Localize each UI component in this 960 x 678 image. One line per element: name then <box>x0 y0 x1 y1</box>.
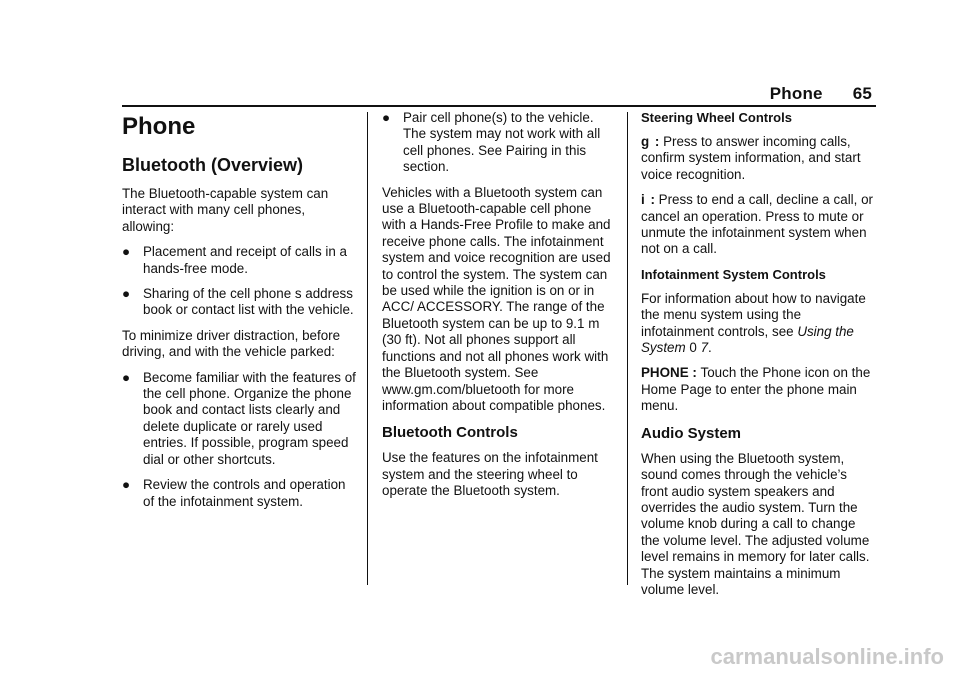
column-divider <box>367 112 368 585</box>
bullet-icon: ● <box>382 110 391 125</box>
list-item: ● Review the controls and operation of the infotainment system. <box>122 477 346 509</box>
intro-paragraph: The Bluetooth-capable system can interact with many cell phones, allowing: <box>122 186 329 234</box>
list-item: ● Placement and receipt of calls in a hands-free mode. <box>122 244 347 276</box>
paragraph: To minimize driver distraction, before driving, and with the vehicle parked: <box>122 327 341 360</box>
header-rule <box>122 105 876 107</box>
section-heading: Bluetooth (Overview) <box>122 155 304 175</box>
bullet-icon: ● <box>122 477 131 493</box>
end-call-paragraph: i : Press to end a call, decline a call, or cancel an operation. Press to mute or unmute the infotainment system when not on a call. <box>641 192 874 257</box>
bullet-icon: ● <box>122 244 131 260</box>
paragraph: Use the features on the infotainment system and the steering wheel to operate the Bluetooth system. <box>382 450 598 499</box>
column-2 <box>382 110 618 509</box>
list-item: ● Sharing of the cell phone s address book or contact list with the vehicle. <box>122 286 354 318</box>
page-header <box>770 84 872 104</box>
header-section: Phone <box>769 84 823 103</box>
subsection-heading: Audio System <box>641 424 742 442</box>
steering-controls-label: Steering Wheel Controls <box>641 110 792 125</box>
infotainment-controls-label: Infotainment System Controls <box>641 266 826 282</box>
chapter-title: Phone <box>122 113 196 140</box>
list-item: ● Pair cell phone(s) to the vehicle. The system may not work with all cell phones. See Pairing in this section. <box>382 110 601 175</box>
column-divider <box>627 112 628 585</box>
infotainment-paragraph: For information about how to navigate the menu system using the infotainment controls, see Using the System 0 7. <box>641 290 866 356</box>
column-3 <box>641 110 877 607</box>
bullet-icon: ● <box>122 286 131 302</box>
bullet-icon: ● <box>122 369 131 385</box>
column-1 <box>122 110 358 519</box>
cross-reference-link[interactable]: Using the System <box>641 323 854 356</box>
page-ref-number[interactable]: 7 <box>700 340 709 356</box>
page-ref-icon: 0 <box>689 340 697 356</box>
audio-paragraph: When using the Bluetooth system, sound comes through the vehicle’s front audio system speakers and overrides the audio system. Turn the volume knob during a call to change the volume level. The adjusted volume level remains in memory for later calls. The system maintains a minimum volume level. <box>641 450 870 597</box>
paragraph: Vehicles with a Bluetooth system can use a Bluetooth-capable cell phone with a Hands-Free Profile to make and receive phone calls. The infotainment system and voice recognition are used to control the system. The system can be used while the ignition is on or in ACC/ ACCESSORY. The range of the Bluetooth system can be up to 9.1 m (30 ft). Not all phones support all functions and not all phones work with the Bluetooth system. See www.gm.com/bluetooth for more information about compatible phones. <box>382 184 611 413</box>
answer-call-paragraph: g : Press to answer incoming calls, confirm system information, and start voice recognition. <box>641 134 861 182</box>
phone-end-icon: i <box>641 192 645 208</box>
page-number: 65 <box>852 84 872 103</box>
list-item: ● Become familiar with the features of the cell phone. Organize the phone book and contact lists clearly and delete duplicate or rarely used entries. If possible, program speed dial or other shortcuts. <box>122 369 356 467</box>
phone-button-paragraph: PHONE : Touch the Phone icon on the Home Page to enter the phone main menu. <box>641 365 871 414</box>
watermark: carmanualsonline.info <box>710 644 944 669</box>
phone-label: PHONE : <box>641 365 701 381</box>
subsection-heading: Bluetooth Controls <box>382 424 518 442</box>
phone-answer-icon: g <box>641 134 650 149</box>
